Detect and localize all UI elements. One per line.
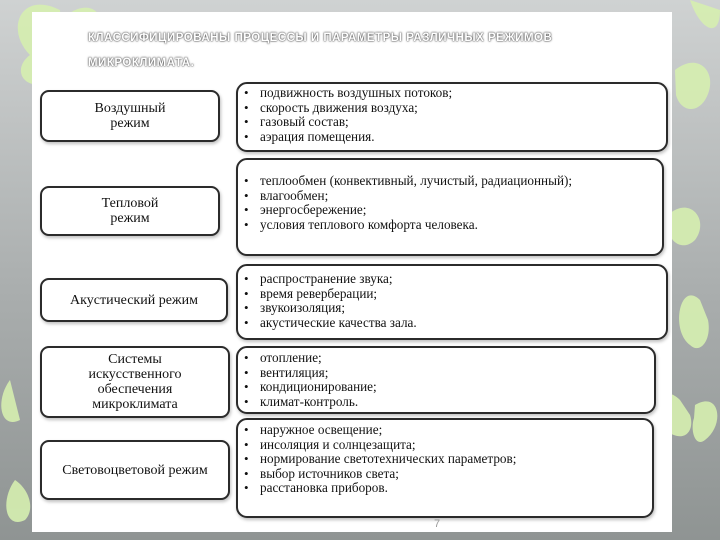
page-number: 7 bbox=[434, 518, 441, 530]
param-item: • скорость движения воздуха; bbox=[260, 101, 658, 116]
params-box-air bbox=[236, 82, 668, 152]
mode-label-light: Световоцветовой режим bbox=[62, 462, 208, 478]
param-item: • отопление; bbox=[260, 351, 646, 366]
slide-title bbox=[88, 26, 628, 76]
param-item: • распространение звука; bbox=[260, 272, 658, 287]
mode-box-heat bbox=[40, 186, 220, 236]
mode-box-acoustic bbox=[40, 278, 228, 322]
slide-title-line1: КЛАССИФИЦИРОВАНЫ ПРОЦЕССЫ И ПАРАМЕТРЫ РАЗЛИЧНЫХ РЕЖИМОВ bbox=[88, 32, 553, 44]
params-box-light bbox=[236, 418, 654, 518]
param-item: • инсоляция и солнцезащита; bbox=[260, 438, 644, 453]
params-box-systems bbox=[236, 346, 656, 414]
param-item: • газовый состав; bbox=[260, 115, 658, 130]
param-item: • влагообмен; bbox=[260, 189, 654, 204]
mode-box-air bbox=[40, 90, 220, 142]
param-item: • кондиционирование; bbox=[260, 380, 646, 395]
param-item: • вентиляция; bbox=[260, 366, 646, 381]
param-item: • подвижность воздушных потоков; bbox=[260, 86, 658, 101]
param-item: • теплообмен (конвективный, лучистый, радиационный); bbox=[260, 174, 600, 189]
mode-label-air: Воздушный режим bbox=[94, 101, 166, 131]
mode-box-light bbox=[40, 440, 230, 500]
param-item: • расстановка приборов. bbox=[260, 481, 644, 496]
param-item: • энергосбережение; bbox=[260, 203, 654, 218]
param-item: • аэрация помещения. bbox=[260, 130, 658, 145]
params-box-heat bbox=[236, 158, 664, 256]
mode-box-systems bbox=[40, 346, 230, 418]
param-item: • акустические качества зала. bbox=[260, 316, 658, 331]
mode-label-systems: Системы искусственного обеспечения микроклимата bbox=[88, 352, 182, 412]
param-item: • нормирование светотехнических параметров; bbox=[260, 452, 560, 467]
mode-label-acoustic: Акустический режим bbox=[70, 292, 198, 308]
param-item: • звукоизоляция; bbox=[260, 301, 658, 316]
slide-title-line2: МИКРОКЛИМАТА. bbox=[88, 57, 195, 69]
param-item: • условия теплового комфорта человека. bbox=[260, 218, 654, 233]
mode-label-heat: Тепловой режим bbox=[101, 196, 159, 226]
param-item: • выбор источников света; bbox=[260, 467, 644, 482]
param-item: • климат-контроль. bbox=[260, 395, 646, 410]
param-item: • время реверберации; bbox=[260, 287, 658, 302]
param-item: • наружное освещение; bbox=[260, 423, 644, 438]
params-box-acoustic bbox=[236, 264, 668, 340]
